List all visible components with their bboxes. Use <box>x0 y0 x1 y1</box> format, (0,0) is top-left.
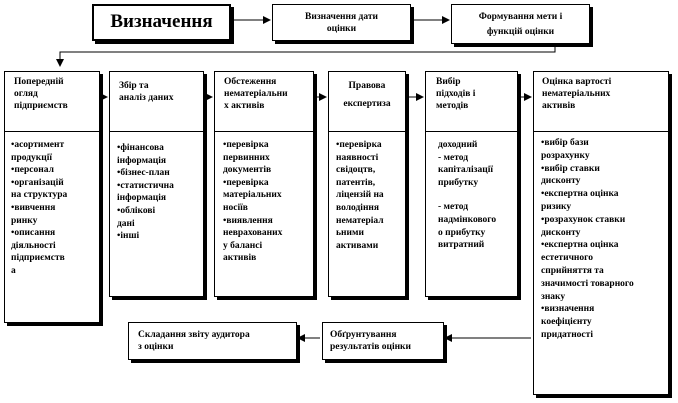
list-item: •асортимент <box>11 140 65 150</box>
list-item: •бізнес-план <box>117 168 170 179</box>
column-valuation-divider <box>533 131 669 132</box>
list-item: на структура <box>11 190 68 201</box>
list-item: •вибір бази <box>541 138 589 148</box>
column-asset-inspection-header <box>224 76 288 112</box>
auditor-report-line-2: з оцінки <box>138 342 174 352</box>
date-box <box>272 4 411 41</box>
list-item: продукції <box>11 152 53 163</box>
column-overview <box>4 71 100 323</box>
column-approach-choice-header <box>436 76 475 112</box>
definition-title-box <box>92 4 231 41</box>
list-item: ліцензій на <box>336 190 384 201</box>
column-legal-expertise-header <box>329 80 405 110</box>
list-item: документів <box>223 165 272 176</box>
list-item: діяльності <box>11 240 56 251</box>
list-item: підприємств <box>11 253 65 264</box>
auditor-report-line-1: Складання звіту аудитора <box>138 330 250 340</box>
goal-box <box>451 4 590 44</box>
justify-results-line-1: Обґрунтування <box>330 330 397 340</box>
date-box-line-2: оцінки <box>326 24 357 34</box>
column-overview-divider <box>4 131 100 132</box>
list-item: - метод <box>438 202 469 213</box>
list-item: прибутку <box>438 177 479 188</box>
goal-box-line-2: функцій оцінки <box>486 27 555 37</box>
column-overview-header-line: Попередній <box>14 77 64 87</box>
list-item: •визначення <box>541 304 595 315</box>
list-item: патентів, <box>336 177 376 188</box>
list-item: активами <box>336 240 379 251</box>
list-item: неврахованих <box>223 228 283 239</box>
column-asset-inspection-items <box>223 139 282 265</box>
column-overview-items <box>11 139 67 278</box>
column-approach-choice-header-line: Вибір <box>436 77 461 87</box>
list-item: •статистична <box>117 180 174 191</box>
column-data-collection-header-line: Збір та <box>119 81 149 91</box>
column-overview-header-line: огляд <box>14 89 38 99</box>
list-item: •вивчення <box>11 202 56 213</box>
list-item: сприйняття та <box>541 265 604 276</box>
list-item: капіталізації <box>438 165 493 176</box>
list-item: •розрахунок ставки <box>541 214 626 225</box>
list-item: володіння <box>336 202 380 213</box>
list-item: ризику <box>541 201 572 212</box>
list-item: носіїв <box>223 202 248 213</box>
list-item: коефіцієнту <box>541 317 592 328</box>
list-item: матеріальних <box>223 190 282 201</box>
column-approach-choice-items <box>438 139 496 252</box>
column-asset-inspection-header-line: х активів <box>224 101 265 111</box>
list-item: •перевірка <box>336 140 382 150</box>
list-item: інформація <box>117 193 166 204</box>
list-item: •виявлення <box>223 215 273 226</box>
column-valuation-header-line: активів <box>542 101 576 111</box>
list-item: нематеріал <box>336 215 384 226</box>
list-item: у балансі <box>223 240 263 251</box>
list-item: ринку <box>11 215 38 226</box>
column-asset-inspection-divider <box>214 131 314 132</box>
column-approach-choice-divider <box>425 131 518 132</box>
list-item <box>438 189 496 201</box>
list-item: витратний <box>438 240 485 251</box>
list-item: •перевірка <box>223 177 269 188</box>
justify-results-box <box>322 322 444 360</box>
column-overview-header-line: підприємств <box>14 101 68 111</box>
list-item: •організацій <box>11 177 64 188</box>
list-item: естетичного <box>541 253 593 264</box>
list-item: ьними <box>336 228 364 239</box>
column-asset-inspection-header-line: Обстеження <box>224 77 277 87</box>
column-asset-inspection-header-line: нематеріальни <box>224 89 288 99</box>
column-overview-header <box>14 76 68 112</box>
column-data-collection <box>109 71 204 297</box>
column-legal-expertise-items <box>336 139 384 252</box>
column-valuation-items <box>541 137 634 342</box>
list-item: наявності <box>336 152 379 163</box>
list-item: дисконту <box>541 227 581 238</box>
date-box-line-1: Визначення дати <box>305 12 378 22</box>
list-item: активів <box>223 253 257 264</box>
arrow-goal-to-overview <box>60 44 555 66</box>
list-item: •облікові <box>117 205 156 216</box>
list-item: свідоцтв, <box>336 165 376 176</box>
column-legal-expertise-divider <box>328 131 406 132</box>
list-item: - метод <box>438 152 469 163</box>
column-valuation-header-line: нематеріальних <box>542 89 611 99</box>
list-item: •вибір ставки <box>541 163 600 174</box>
list-item: о прибутку <box>438 227 486 238</box>
list-item: •експертна оцінка <box>541 240 619 251</box>
list-item: інформація <box>117 155 166 166</box>
goal-box-line-1: Формування мети і <box>478 12 563 22</box>
list-item: дисконту <box>541 176 581 187</box>
column-legal-expertise-header-line: експертиза <box>343 99 391 109</box>
column-asset-inspection <box>214 71 314 297</box>
auditor-report-box <box>128 322 297 360</box>
justify-results-line-2: результатів оцінки <box>330 342 412 352</box>
list-item: дані <box>117 218 135 229</box>
list-item: •описання <box>11 228 56 239</box>
list-item: придатності <box>541 329 593 340</box>
column-valuation-header <box>542 76 611 112</box>
list-item: доходний <box>438 140 478 150</box>
list-item: знаку <box>541 291 566 302</box>
column-approach-choice <box>425 71 518 297</box>
column-approach-choice-header-line: підходів і <box>436 89 476 99</box>
column-approach-choice-header-line: методів <box>436 101 469 111</box>
column-legal-expertise-header-line: Правова <box>348 81 386 91</box>
list-item: а <box>11 265 16 276</box>
list-item: первинних <box>223 152 270 163</box>
column-valuation <box>533 71 669 395</box>
list-item: значимості товарного <box>541 278 634 289</box>
list-item: розрахунку <box>541 150 590 161</box>
list-item: •персонал <box>11 165 54 176</box>
list-item: •інші <box>117 231 140 242</box>
column-data-collection-header <box>119 80 173 104</box>
definition-title: Визначення <box>110 11 213 32</box>
list-item: •перевірка <box>223 140 269 150</box>
column-data-collection-header-line: аналіз даних <box>119 93 174 103</box>
list-item: •фінансова <box>117 143 164 153</box>
column-data-collection-divider <box>109 131 204 132</box>
list-item: •експертна оцінка <box>541 189 619 200</box>
column-legal-expertise <box>328 71 406 297</box>
list-item: надмінкового <box>438 214 497 225</box>
column-data-collection-items <box>117 142 174 243</box>
column-valuation-header-line: Оцінка вартості <box>542 77 612 87</box>
